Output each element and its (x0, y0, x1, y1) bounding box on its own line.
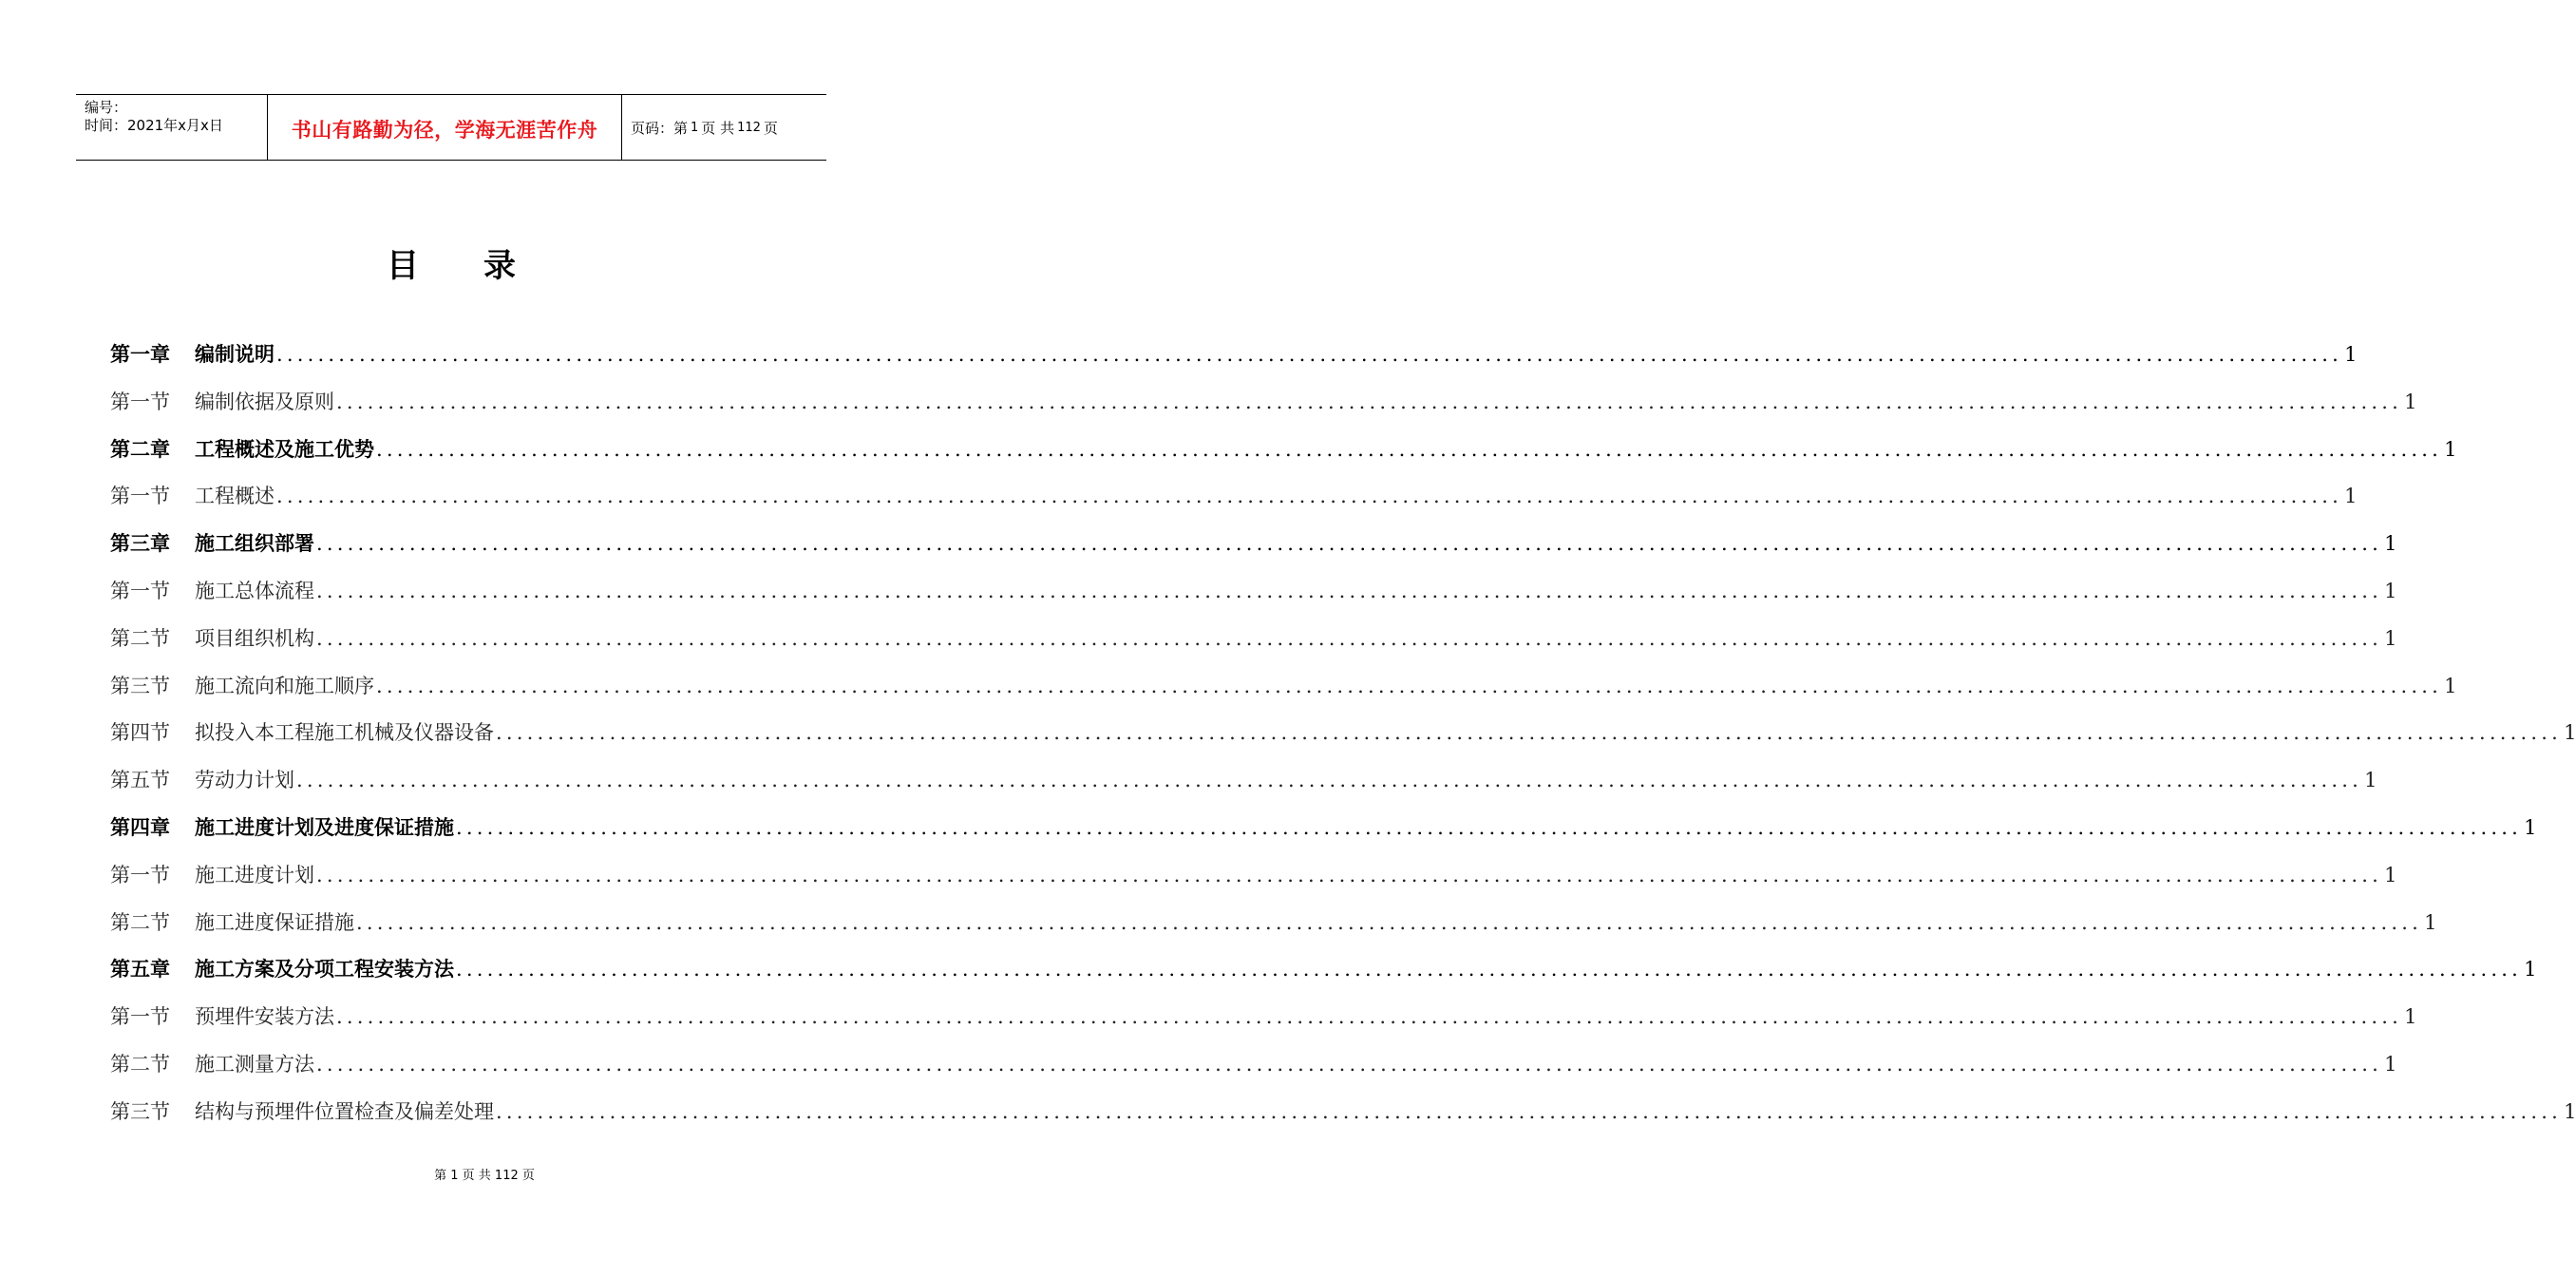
toc-entry-title: 工程概述及施工优势 (195, 437, 374, 461)
toc-entry-page: 1 (2384, 579, 2397, 602)
toc-dot-leader: ........................................................................................................................................................................................................ (356, 910, 2423, 934)
toc-entry-page: 1 (2364, 769, 2377, 792)
toc-dot-leader: ........................................................................................................................................................................................................ (496, 1099, 2563, 1123)
toc-entry-number: 第二节 (110, 910, 170, 934)
serial-label: 编号： (85, 99, 128, 116)
toc-entry-page: 1 (2404, 1005, 2417, 1029)
toc-entry-page: 1 (2344, 343, 2358, 366)
toc-dot-leader: ........................................................................................................................................................................................................ (296, 769, 2363, 792)
toc-list (110, 337, 2576, 1142)
toc-entry[interactable] (110, 1047, 2397, 1095)
toc-title-char-1: 目 (387, 247, 419, 285)
page-mid: 页 共 (701, 119, 735, 137)
toc-entry-title: 拟投入本工程施工机械及仪器设备 (195, 721, 494, 745)
page-header (76, 94, 826, 161)
toc-entry-title: 施工测量方法 (195, 1052, 314, 1076)
toc-entry[interactable] (110, 952, 2537, 1000)
toc-dot-leader: ........................................................................................................................................................................................................ (376, 674, 2443, 697)
toc-entry[interactable] (110, 385, 2417, 432)
toc-entry-number: 第一章 (110, 343, 170, 366)
time-label: 时间：2021年x月x日 (85, 117, 223, 134)
toc-entry-title: 施工总体流程 (195, 579, 314, 602)
toc-dot-leader: ........................................................................................................................................................................................................ (336, 1005, 2403, 1029)
toc-entry[interactable] (110, 479, 2358, 526)
toc-entry-title: 施工进度保证措施 (195, 910, 354, 934)
toc-entry-page: 1 (2524, 958, 2537, 982)
toc-entry[interactable] (110, 432, 2457, 480)
page-suffix: 页 (763, 119, 778, 137)
toc-dot-leader: ........................................................................................................................................................................................................ (316, 532, 2383, 556)
toc-entry-page: 1 (2564, 1099, 2576, 1123)
toc-entry-page: 1 (2444, 674, 2457, 697)
header-page-info (622, 95, 826, 160)
page-current: 1 (691, 120, 699, 135)
toc-entry-number: 第一节 (110, 390, 170, 413)
toc-dot-leader: ........................................................................................................................................................................................................ (316, 1052, 2383, 1076)
toc-entry-number: 第五节 (110, 769, 170, 792)
toc-entry[interactable] (110, 1095, 2576, 1142)
toc-dot-leader: ........................................................................................................................................................................................................ (316, 626, 2383, 650)
toc-entry-page: 1 (2444, 437, 2457, 461)
toc-entry-title: 结构与预埋件位置检查及偏差处理 (195, 1099, 494, 1123)
toc-entry-title: 施工方案及分项工程安装方法 (195, 958, 454, 982)
toc-entry-number: 第四章 (110, 815, 170, 839)
toc-title (0, 239, 902, 286)
toc-entry-number: 第一节 (110, 485, 170, 508)
toc-entry-number: 第二章 (110, 437, 170, 461)
toc-dot-leader: ........................................................................................................................................................................................................ (316, 579, 2383, 602)
toc-entry-page: 1 (2384, 863, 2397, 886)
toc-entry[interactable] (110, 905, 2437, 953)
toc-entry-number: 第二节 (110, 1052, 170, 1076)
header-motto: 书山有路勤为径，学海无涯苦作舟 (268, 95, 622, 160)
toc-dot-leader: ........................................................................................................................................................................................................ (496, 721, 2563, 745)
toc-entry-title: 项目组织机构 (195, 626, 314, 650)
toc-entry-number: 第二节 (110, 626, 170, 650)
toc-entry-title: 编制依据及原则 (195, 390, 334, 413)
toc-entry-number: 第四节 (110, 721, 170, 745)
page-prefix: 页码：第 (631, 119, 689, 137)
toc-entry-number: 第一节 (110, 579, 170, 602)
toc-entry-title: 预埋件安装方法 (195, 1005, 334, 1029)
toc-entry[interactable] (110, 337, 2358, 385)
page-total: 112 (737, 120, 761, 135)
toc-dot-leader: ........................................................................................................................................................................................................ (276, 343, 2343, 366)
toc-entry-page: 1 (2384, 532, 2397, 556)
toc-entry[interactable] (110, 526, 2397, 574)
toc-entry[interactable] (110, 621, 2397, 669)
toc-entry-page: 1 (2384, 1052, 2397, 1076)
toc-entry-title: 施工进度计划及进度保证措施 (195, 815, 454, 839)
toc-entry[interactable] (110, 810, 2537, 858)
toc-entry-number: 第三节 (110, 1099, 170, 1123)
toc-entry[interactable] (110, 858, 2397, 905)
toc-entry-number: 第三章 (110, 532, 170, 556)
toc-entry-number: 第三节 (110, 674, 170, 697)
toc-entry-number: 第一节 (110, 863, 170, 886)
toc-title-char-2: 录 (483, 247, 516, 285)
toc-entry-page: 1 (2384, 626, 2397, 650)
toc-entry-page: 1 (2424, 910, 2437, 934)
toc-entry-page: 1 (2564, 721, 2576, 745)
toc-entry-title: 施工组织部署 (195, 532, 314, 556)
header-meta (76, 95, 268, 160)
toc-dot-leader: ........................................................................................................................................................................................................ (456, 815, 2523, 839)
toc-entry[interactable] (110, 669, 2457, 716)
toc-entry[interactable] (110, 574, 2397, 621)
toc-entry[interactable] (110, 715, 2576, 763)
toc-entry-title: 工程概述 (195, 485, 275, 508)
toc-entry-page: 1 (2344, 485, 2358, 508)
toc-dot-leader: ........................................................................................................................................................................................................ (456, 958, 2523, 982)
toc-entry-title: 劳动力计划 (195, 769, 294, 792)
toc-entry-title: 施工进度计划 (195, 863, 314, 886)
toc-entry[interactable] (110, 1000, 2417, 1047)
toc-dot-leader: ........................................................................................................................................................................................................ (276, 485, 2343, 508)
toc-dot-leader: ........................................................................................................................................................................................................ (316, 863, 2383, 886)
toc-entry-page: 1 (2524, 815, 2537, 839)
toc-entry-title: 编制说明 (195, 343, 275, 366)
toc-entry-title: 施工流向和施工顺序 (195, 674, 374, 697)
toc-dot-leader: ........................................................................................................................................................................................................ (376, 437, 2443, 461)
toc-entry[interactable] (110, 763, 2377, 810)
page-footer: 第 1 页 共 112 页 (434, 1169, 535, 1183)
toc-entry-number: 第一节 (110, 1005, 170, 1029)
toc-dot-leader: ........................................................................................................................................................................................................ (336, 390, 2403, 413)
toc-entry-number: 第五章 (110, 958, 170, 982)
toc-entry-page: 1 (2404, 390, 2417, 413)
